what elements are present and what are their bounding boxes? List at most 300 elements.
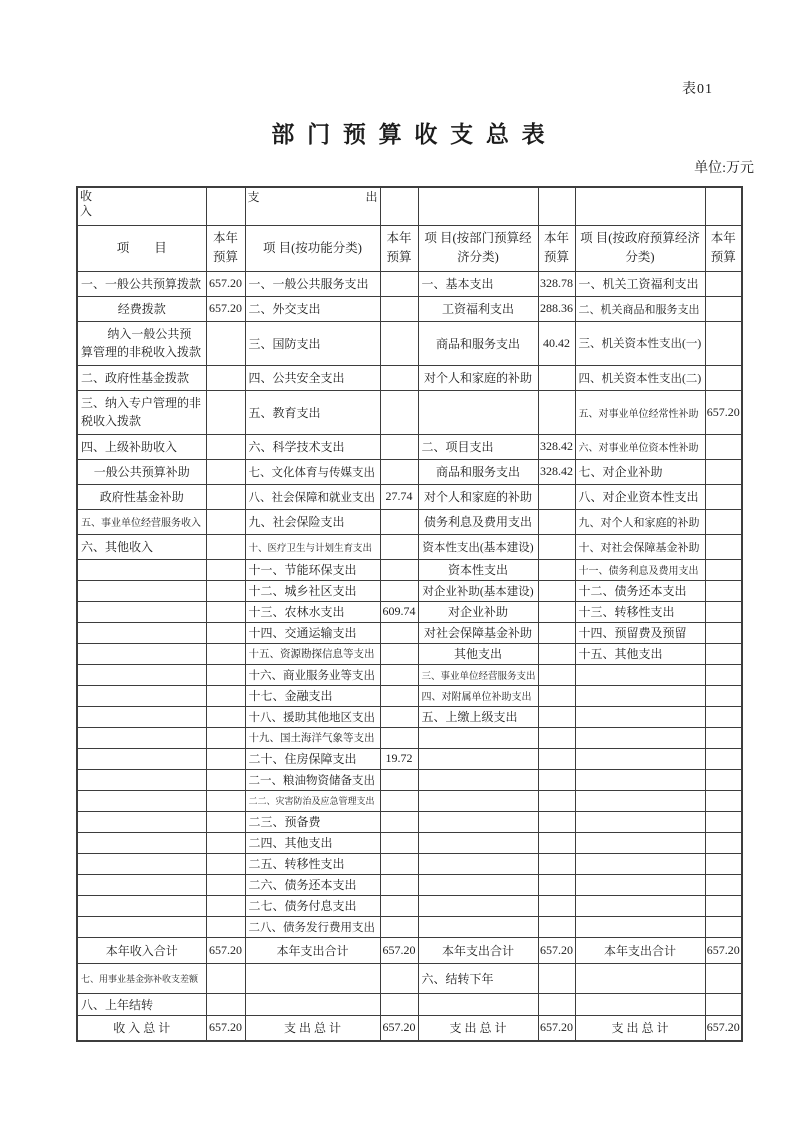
summary-row (77, 993, 742, 1015)
item-cell: 支 出 总 计 (418, 1015, 538, 1041)
value-cell (538, 895, 575, 916)
item-cell: 本年支出合计 (418, 937, 538, 963)
value-cell (206, 790, 245, 811)
value-cell (206, 484, 245, 509)
item-cell: 政府性基金补助 (77, 484, 206, 509)
table-row (77, 643, 742, 664)
table-row (77, 296, 742, 321)
table-row (77, 509, 742, 534)
value-cell (705, 748, 742, 769)
table-row (77, 790, 742, 811)
item-cell: 对社会保障基金补助 (418, 622, 538, 643)
table-row (77, 664, 742, 685)
value-cell (538, 853, 575, 874)
item-cell (418, 811, 538, 832)
empty-header-cell (575, 187, 705, 225)
item-cell: 一、机关工资福利支出 (575, 271, 705, 296)
table-row (77, 580, 742, 601)
value-cell (538, 365, 575, 390)
column-header-budget: 本年预算 (380, 225, 418, 271)
table-row (77, 916, 742, 937)
value-cell (538, 685, 575, 706)
value-cell (380, 685, 418, 706)
value-cell (380, 643, 418, 664)
item-cell: 三、纳入专户管理的非税收入拨款 (77, 390, 206, 434)
value-cell (206, 963, 245, 993)
value-cell: 657.20 (705, 390, 742, 434)
item-cell: 四、机关资本性支出(二) (575, 365, 705, 390)
value-cell (705, 895, 742, 916)
item-cell: 二八、债务发行费用支出 (245, 916, 380, 937)
empty-header-cell (538, 187, 575, 225)
value-cell: 657.20 (380, 1015, 418, 1041)
item-cell: 十七、金融支出 (245, 685, 380, 706)
item-cell (575, 993, 705, 1015)
item-cell: 五、对事业单位经常性补助 (575, 390, 705, 434)
income-group-label (77, 187, 206, 225)
item-cell (575, 853, 705, 874)
column-header-budget: 本年预算 (538, 225, 575, 271)
table-row (77, 622, 742, 643)
item-cell: 一、一般公共预算拨款 (77, 271, 206, 296)
table-row (77, 459, 742, 484)
table-row (77, 811, 742, 832)
value-cell (705, 685, 742, 706)
value-cell (380, 509, 418, 534)
item-cell (575, 895, 705, 916)
value-cell (380, 706, 418, 727)
item-cell (418, 874, 538, 895)
value-cell (380, 321, 418, 365)
item-cell: 八、对企业资本性支出 (575, 484, 705, 509)
expense-group-label: 支出 (245, 187, 380, 225)
item-cell: 对企业补助(基本建设) (418, 580, 538, 601)
value-cell (380, 365, 418, 390)
item-cell: 商品和服务支出 (418, 321, 538, 365)
item-cell: 十三、转移性支出 (575, 601, 705, 622)
value-cell: 657.20 (206, 1015, 245, 1041)
table-row (77, 895, 742, 916)
item-cell: 十二、城乡社区支出 (245, 580, 380, 601)
item-cell (418, 727, 538, 748)
value-cell (705, 811, 742, 832)
column-header-dept-econ-item: 项 目(按部门预算经济分类) (418, 225, 538, 271)
item-cell: 七、用事业基金弥补收支差额 (77, 963, 206, 993)
item-cell (418, 832, 538, 853)
item-cell: 十五、资源勘探信息等支出 (245, 643, 380, 664)
value-cell (380, 296, 418, 321)
item-cell: 十六、商业服务业等支出 (245, 664, 380, 685)
value-cell (705, 664, 742, 685)
table-row (77, 534, 742, 559)
item-cell: 二、机关商品和服务支出 (575, 296, 705, 321)
value-cell (538, 874, 575, 895)
value-cell (538, 963, 575, 993)
item-cell (418, 993, 538, 1015)
table-row (77, 321, 742, 365)
value-cell (705, 271, 742, 296)
value-cell (705, 622, 742, 643)
item-cell (418, 790, 538, 811)
value-cell (538, 534, 575, 559)
item-cell: 二五、转移性支出 (245, 853, 380, 874)
item-cell (575, 874, 705, 895)
value-cell (705, 296, 742, 321)
value-cell: 657.20 (705, 1015, 742, 1041)
value-cell (206, 390, 245, 434)
item-cell (245, 993, 380, 1015)
value-cell (380, 459, 418, 484)
value-cell (206, 727, 245, 748)
item-cell: 二三、预备费 (245, 811, 380, 832)
value-cell (705, 601, 742, 622)
value-cell (206, 895, 245, 916)
item-cell: 四、对附属单位补助支出 (418, 685, 538, 706)
item-cell: 资本性支出(基本建设) (418, 534, 538, 559)
item-cell: 纳入一般公共预算管理的非税收入拨款 (77, 321, 206, 365)
value-cell (538, 509, 575, 534)
value-cell: 657.20 (538, 937, 575, 963)
value-cell (380, 727, 418, 748)
item-cell (77, 580, 206, 601)
item-cell: 一般公共预算补助 (77, 459, 206, 484)
table-row (77, 832, 742, 853)
value-cell (705, 459, 742, 484)
item-cell (77, 811, 206, 832)
value-cell (380, 664, 418, 685)
value-cell (538, 664, 575, 685)
item-cell (575, 748, 705, 769)
item-cell: 二十、住房保障支出 (245, 748, 380, 769)
summary-row (77, 1015, 742, 1041)
value-cell (705, 559, 742, 580)
value-cell (380, 790, 418, 811)
item-cell: 七、对企业补助 (575, 459, 705, 484)
item-cell: 经费拨款 (77, 296, 206, 321)
item-cell: 八、上年结转 (77, 993, 206, 1015)
value-cell (206, 916, 245, 937)
table-row (77, 748, 742, 769)
value-cell (705, 484, 742, 509)
value-cell (538, 832, 575, 853)
item-cell (575, 727, 705, 748)
table-row (77, 769, 742, 790)
item-cell: 二一、粮油物资储备支出 (245, 769, 380, 790)
value-cell (206, 706, 245, 727)
value-cell (705, 832, 742, 853)
value-cell (206, 622, 245, 643)
value-cell (380, 769, 418, 790)
empty-header-cell (418, 187, 538, 225)
item-cell: 二四、其他支出 (245, 832, 380, 853)
value-cell: 27.74 (380, 484, 418, 509)
value-cell (538, 993, 575, 1015)
value-cell (380, 811, 418, 832)
value-cell (538, 622, 575, 643)
item-cell: 本年收入合计 (77, 937, 206, 963)
item-cell: 对企业补助 (418, 601, 538, 622)
value-cell (206, 509, 245, 534)
table-row (77, 853, 742, 874)
value-cell (380, 874, 418, 895)
item-cell: 商品和服务支出 (418, 459, 538, 484)
value-cell (705, 434, 742, 459)
value-cell (705, 993, 742, 1015)
item-cell: 二七、债务付息支出 (245, 895, 380, 916)
value-cell (380, 916, 418, 937)
table-row (77, 484, 742, 509)
item-cell (77, 559, 206, 580)
item-cell: 四、上级补助收入 (77, 434, 206, 459)
value-cell (705, 916, 742, 937)
value-cell (380, 534, 418, 559)
value-cell (538, 484, 575, 509)
value-cell (705, 365, 742, 390)
value-cell (206, 321, 245, 365)
value-cell (538, 748, 575, 769)
value-cell (538, 601, 575, 622)
item-cell: 对个人和家庭的补助 (418, 365, 538, 390)
item-cell: 六、其他收入 (77, 534, 206, 559)
item-cell (418, 895, 538, 916)
item-cell (575, 790, 705, 811)
value-cell (705, 643, 742, 664)
item-cell: 十八、援助其他地区支出 (245, 706, 380, 727)
item-cell: 六、科学技术支出 (245, 434, 380, 459)
value-cell (380, 895, 418, 916)
item-cell: 债务利息及费用支出 (418, 509, 538, 534)
item-cell (418, 916, 538, 937)
item-cell (77, 664, 206, 685)
item-cell (418, 390, 538, 434)
item-cell (575, 664, 705, 685)
item-cell: 二、项目支出 (418, 434, 538, 459)
item-cell (575, 685, 705, 706)
value-cell: 328.42 (538, 434, 575, 459)
value-cell (705, 580, 742, 601)
value-cell (705, 509, 742, 534)
page-title: 部 门 预 算 收 支 总 表 (271, 122, 546, 147)
table-row (77, 559, 742, 580)
item-cell (77, 601, 206, 622)
value-cell (538, 790, 575, 811)
value-cell: 657.20 (206, 937, 245, 963)
income-group-text: 收入 (80, 189, 93, 218)
item-cell: 十四、预留费及预留 (575, 622, 705, 643)
value-cell (380, 993, 418, 1015)
item-cell: 三、机关资本性支出(一) (575, 321, 705, 365)
value-cell (380, 271, 418, 296)
value-cell: 657.20 (538, 1015, 575, 1041)
value-cell (538, 769, 575, 790)
value-cell: 328.78 (538, 271, 575, 296)
item-cell: 收 入 总 计 (77, 1015, 206, 1041)
value-cell (705, 321, 742, 365)
item-cell (77, 748, 206, 769)
table-row (77, 390, 742, 434)
value-cell (705, 727, 742, 748)
value-cell (380, 832, 418, 853)
item-cell: 本年支出合计 (575, 937, 705, 963)
value-cell: 657.20 (206, 271, 245, 296)
item-cell: 工资福利支出 (418, 296, 538, 321)
value-cell (705, 874, 742, 895)
header-group-row (77, 187, 742, 225)
table-row (77, 434, 742, 459)
value-cell (705, 534, 742, 559)
value-cell (380, 390, 418, 434)
value-cell (206, 580, 245, 601)
item-cell: 二、外交支出 (245, 296, 380, 321)
value-cell (380, 963, 418, 993)
item-cell: 支 出 总 计 (575, 1015, 705, 1041)
value-cell (705, 790, 742, 811)
value-cell (380, 622, 418, 643)
item-cell: 本年支出合计 (245, 937, 380, 963)
unit-label: 单位:万元 (694, 161, 754, 176)
item-cell: 五、上缴上级支出 (418, 706, 538, 727)
column-header-gov-econ-item: 项 目(按政府预算经济分类) (575, 225, 705, 271)
item-cell (418, 748, 538, 769)
value-cell (538, 390, 575, 434)
value-cell (705, 769, 742, 790)
item-cell: 二、政府性基金拨款 (77, 365, 206, 390)
item-cell: 对个人和家庭的补助 (418, 484, 538, 509)
item-cell (77, 790, 206, 811)
item-cell (77, 916, 206, 937)
value-cell (380, 853, 418, 874)
value-cell (538, 916, 575, 937)
item-cell (575, 769, 705, 790)
value-cell (206, 748, 245, 769)
empty-header-cell (705, 187, 742, 225)
value-cell (206, 459, 245, 484)
column-header-functional-item: 项 目(按功能分类) (245, 225, 380, 271)
value-cell: 657.20 (380, 937, 418, 963)
value-cell: 328.42 (538, 459, 575, 484)
item-cell (77, 895, 206, 916)
item-cell: 十九、国土海洋气象等支出 (245, 727, 380, 748)
item-cell: 三、事业单位经营服务支出 (418, 664, 538, 685)
summary-row (77, 937, 742, 963)
value-cell: 19.72 (380, 748, 418, 769)
value-cell (538, 580, 575, 601)
value-cell (206, 601, 245, 622)
item-cell (575, 706, 705, 727)
table-row (77, 874, 742, 895)
column-header-budget: 本年预算 (705, 225, 742, 271)
table-row (77, 271, 742, 296)
item-cell: 十、医疗卫生与计划生育支出 (245, 534, 380, 559)
item-cell (77, 622, 206, 643)
item-cell (418, 853, 538, 874)
value-cell (538, 643, 575, 664)
table-row (77, 727, 742, 748)
item-cell: 四、公共安全支出 (245, 365, 380, 390)
item-cell: 六、对事业单位资本性补助 (575, 434, 705, 459)
value-cell (380, 559, 418, 580)
table-number: 表01 (682, 82, 713, 97)
value-cell (538, 811, 575, 832)
value-cell (206, 643, 245, 664)
table-row (77, 706, 742, 727)
item-cell (77, 727, 206, 748)
item-cell: 资本性支出 (418, 559, 538, 580)
value-cell (538, 727, 575, 748)
item-cell: 九、对个人和家庭的补助 (575, 509, 705, 534)
item-cell: 三、国防支出 (245, 321, 380, 365)
value-cell: 609.74 (380, 601, 418, 622)
value-cell (538, 706, 575, 727)
empty-header-cell (380, 187, 418, 225)
item-cell: 一、一般公共服务支出 (245, 271, 380, 296)
value-cell (206, 664, 245, 685)
empty-header-cell (206, 187, 245, 225)
header-columns-row (77, 225, 742, 271)
item-cell: 一、基本支出 (418, 271, 538, 296)
item-cell: 九、社会保险支出 (245, 509, 380, 534)
value-cell (206, 811, 245, 832)
item-cell (575, 916, 705, 937)
column-header-income-item: 项 目 (77, 225, 206, 271)
item-cell: 七、文化体育与传媒支出 (245, 459, 380, 484)
item-cell (77, 853, 206, 874)
item-cell (575, 811, 705, 832)
value-cell (206, 365, 245, 390)
value-cell (206, 534, 245, 559)
item-cell (575, 963, 705, 993)
item-cell: 十四、交通运输支出 (245, 622, 380, 643)
value-cell: 288.36 (538, 296, 575, 321)
item-cell (77, 832, 206, 853)
item-cell: 五、教育支出 (245, 390, 380, 434)
value-cell (206, 993, 245, 1015)
value-cell (206, 769, 245, 790)
item-cell: 十二、债务还本支出 (575, 580, 705, 601)
item-cell: 二二、灾害防治及应急管理支出 (245, 790, 380, 811)
value-cell (206, 874, 245, 895)
item-cell: 六、结转下年 (418, 963, 538, 993)
value-cell (380, 434, 418, 459)
item-cell: 十五、其他支出 (575, 643, 705, 664)
value-cell (380, 580, 418, 601)
item-cell: 五、事业单位经营服务收入 (77, 509, 206, 534)
value-cell: 657.20 (705, 937, 742, 963)
item-cell (418, 769, 538, 790)
item-cell (77, 769, 206, 790)
item-cell (77, 685, 206, 706)
item-cell (77, 874, 206, 895)
value-cell (538, 559, 575, 580)
table-row (77, 685, 742, 706)
summary-row (77, 963, 742, 993)
value-cell (206, 832, 245, 853)
value-cell: 40.42 (538, 321, 575, 365)
value-cell (705, 853, 742, 874)
item-cell: 十一、债务利息及费用支出 (575, 559, 705, 580)
item-cell: 十一、节能环保支出 (245, 559, 380, 580)
item-cell: 十三、农林水支出 (245, 601, 380, 622)
item-cell (77, 643, 206, 664)
item-cell: 支 出 总 计 (245, 1015, 380, 1041)
value-cell (705, 963, 742, 993)
table-row (77, 365, 742, 390)
table-row (77, 601, 742, 622)
item-cell: 二六、债务还本支出 (245, 874, 380, 895)
value-cell: 657.20 (206, 296, 245, 321)
column-header-budget: 本年预算 (206, 225, 245, 271)
item-cell: 十、对社会保障基金补助 (575, 534, 705, 559)
